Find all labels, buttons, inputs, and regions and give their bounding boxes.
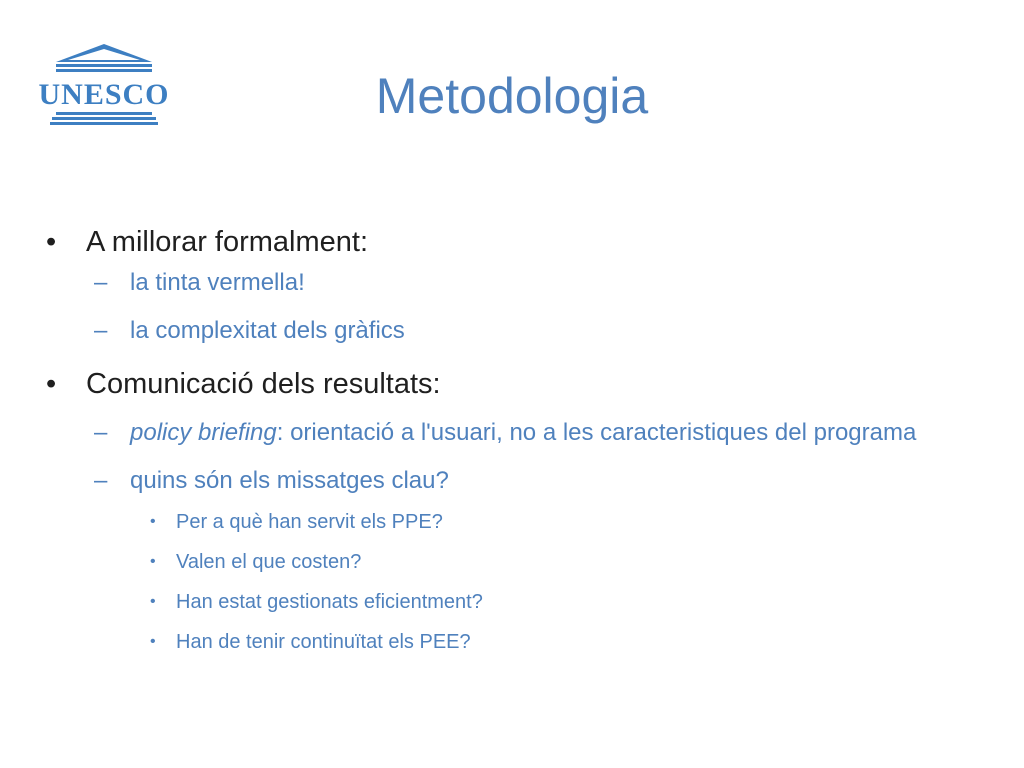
slide-title: Metodologia: [375, 68, 649, 124]
sub-bullet-text: la complexitat dels gràfics: [130, 317, 405, 344]
dash-icon: –: [94, 467, 108, 494]
dash-icon: –: [94, 269, 108, 296]
bullet-dot-icon: •: [150, 633, 156, 650]
sub-bullet-text: la tinta vermella!: [130, 269, 305, 296]
sub-bullet-text: quins són els missatges clau?: [130, 467, 449, 494]
bullet-dot-icon: •: [150, 593, 156, 610]
bullet-dot-icon: •: [150, 553, 156, 570]
bullet-text: Comunicació dels resultats:: [86, 368, 441, 400]
dash-icon: –: [94, 317, 108, 344]
sub-bullet-item: [46, 266, 986, 300]
sub-bullet-text: : orientació a l'usuari, no a les caracteristiques del programa: [276, 419, 917, 446]
bullet-item: [46, 364, 986, 404]
bullet-item: [46, 222, 986, 262]
question-text: Valen el que costen?: [176, 551, 362, 573]
sub-bullet-item: [46, 416, 986, 450]
question-item: [46, 508, 986, 536]
question-text: Han estat gestionats eficientment?: [176, 591, 483, 613]
dash-icon: –: [94, 419, 108, 446]
slide-body: [46, 222, 986, 656]
question-item: [46, 628, 986, 656]
question-text: Per a què han servit els PPE?: [176, 511, 443, 533]
bullet-dot-icon: •: [46, 226, 57, 258]
question-item: [46, 588, 986, 616]
sub-bullet-item: [46, 314, 986, 348]
bullet-text: A millorar formalment:: [86, 226, 369, 258]
bullet-dot-icon: •: [46, 368, 57, 400]
logo-text: UNESCO: [38, 78, 170, 111]
bullet-dot-icon: •: [150, 513, 156, 530]
sub-bullet-item: [46, 464, 986, 498]
policy-briefing-term: policy briefing: [130, 419, 277, 446]
question-item: [46, 548, 986, 576]
question-text: Han de tenir continuïtat els PEE?: [176, 631, 471, 653]
